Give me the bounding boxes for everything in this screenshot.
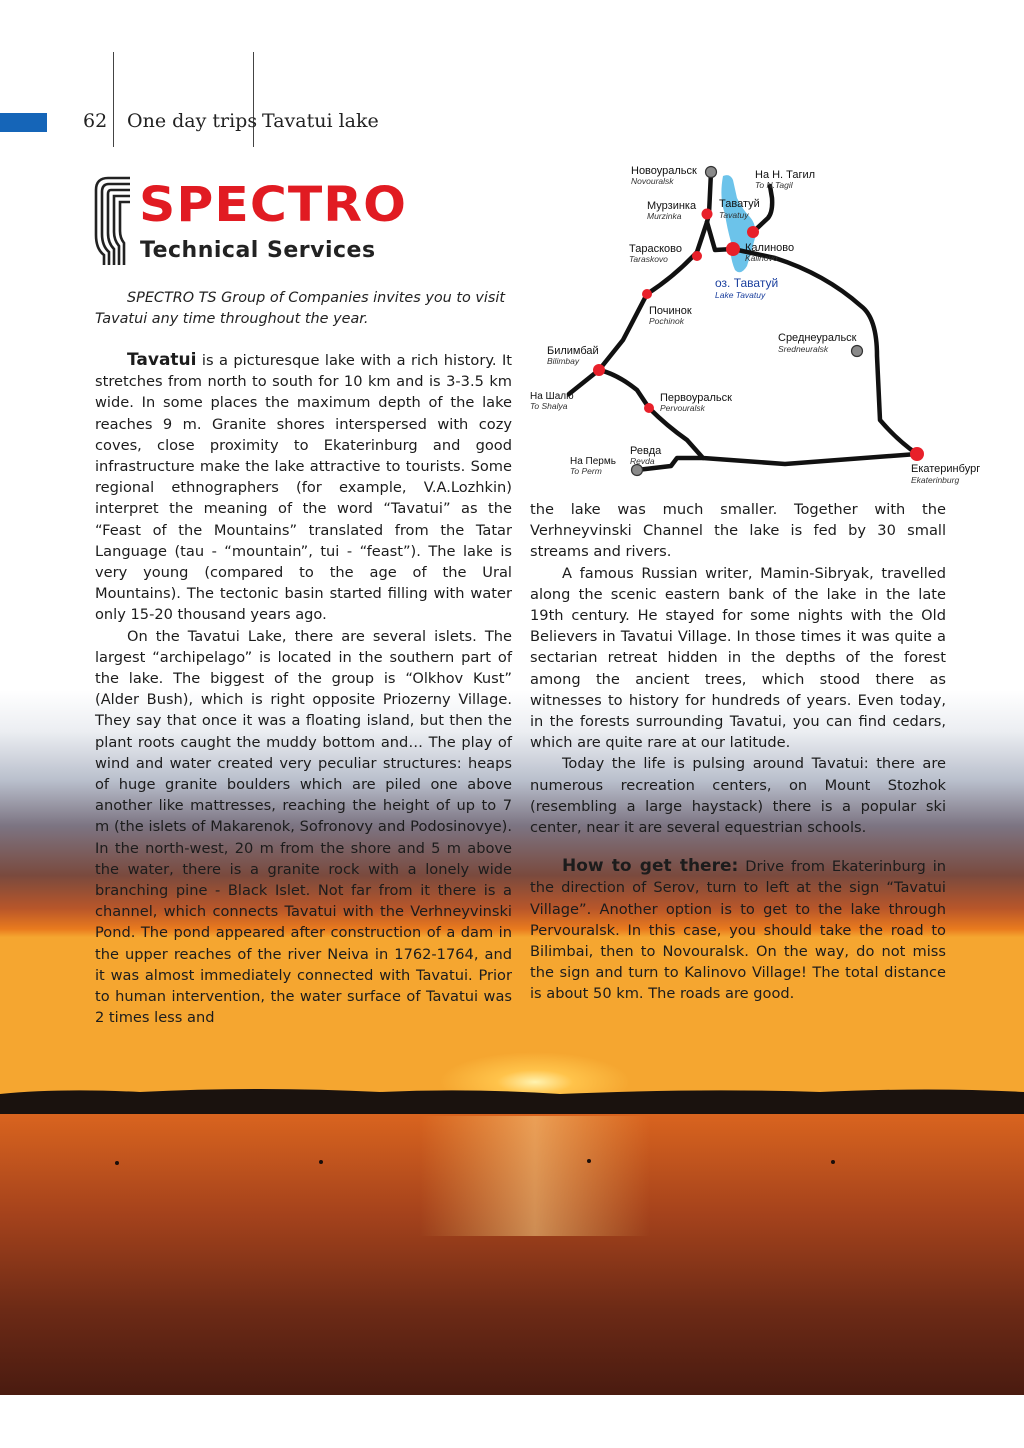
label-sredneuralsk: Среднеуральск [778,332,857,344]
logo-brand: SPECTRO [139,177,408,233]
how-to-get-heading: How to get there: [562,856,739,877]
label-to-perm: На Пермь [570,456,616,467]
city-marker [593,364,605,376]
label-ekaterinburg: Екатеринбург [911,463,981,475]
town-marker [632,465,643,476]
header-divider [253,52,254,147]
page-number: 62 [83,110,108,132]
label-taraskovo: Тарасково [629,243,682,255]
paragraph-2-continued: the lake was much smaller. Together with the Verhneyvinski Channel the lake is fed by 30 small streams and rivers. [530,501,946,561]
city-marker [747,226,759,238]
topic-title: Tavatui lake [262,110,379,132]
label-revda-en: Revda [630,456,655,466]
city-marker [642,289,652,299]
city-marker [702,209,713,220]
header-divider [113,52,114,147]
intro-text: SPECTRO TS Group of Companies invites you to visit Tavatui any time throughout the year. [95,290,506,327]
paragraph-3: A famous Russian writer, Mamin-Sibryak, travelled along the scenic eastern bank of the lake in the late 19th century. He stayed for some nights with the Old Believers in Tavatui Village. In those times it was quite a sectarian retreat hidden in the depths of the forest among the ancient trees, which stood there as witnesses to history for hundreds of years. Even today, in the forests surrounding Tavatui, you can find cedars, which are quite rare at our latitude. [530,564,946,752]
paragraph-4: Today the life is pulsing around Tavatui: there are numerous recreation centers, on Mount Stozhok (resembling a large haystack) there is a popular ski center, near it are several equestrian schools. [530,755,946,837]
section-title: One day trips [127,110,258,132]
town-marker [852,346,863,357]
label-lake-en: Lake Tavatuy [715,290,766,300]
city-marker [910,447,924,461]
label-sredneuralsk-en: Sredneuralsk [778,344,829,354]
label-pervouralsk-en: Pervouralsk [660,403,705,413]
logo-stripes-icon [94,175,136,265]
route-map [525,158,995,493]
label-bilimbay: Билимбай [547,345,599,357]
label-to-shalya-en: To Shalya [530,401,568,411]
label-kalinovo: Калиново [745,242,795,254]
label-revda: Ревда [630,445,662,457]
label-murzinka-en: Murzinka [647,211,682,221]
label-kalinovo-en: Kalinovo [745,253,778,263]
label-tavatuy: Таватуй [719,198,760,210]
label-to-perm-en: To Perm [570,466,602,476]
label-n-tagil: На Н. Тагил [755,169,816,181]
label-lake: оз. Таватуй [715,276,779,290]
label-pervouralsk: Первоуральск [660,392,732,404]
how-to-get-text: Drive from Ekaterinburg in the direction of Serov, turn to left at the sign “Tavatui Village”. Another option is to get to the lake through Pervouralsk. In this case, you should take the road to Bilimbai, then to Novouralsk. On the way, do not miss the sign and turn to Kalinovo Village! The total distance is about 50 km. The roads are good. [530,858,946,1003]
city-marker [726,242,740,256]
paragraph-1: is a picturesque lake with a rich history. It stretches from north to south for 10 km and is 3-3.5 km wide. In some places the maximum depth of the lake reaches 9 m. Granite shores interspersed with cozy coves, close proximity to Ekaterinburg and good infrastructure make the lake attractive to tourists. Some regional ethnographers (for example, V.A.Lozhkin) interpret the meaning of the word “Tavatui” as the “Feast of the Mountains” translated from the Tatar Language (tau - “mountain”, tui - “feast”). The lake is very young (compared to the age of the Ural Mountains). The tectonic basin started filling with water only 15-20 thousand years ago. [95,352,512,624]
label-bilimbay-en: Bilimbay [547,356,580,366]
town-marker [706,167,717,178]
label-pochinok-en: Pochinok [649,316,684,326]
label-murzinka: Мурзинка [647,200,697,212]
label-taraskovo-en: Taraskovo [629,254,668,264]
label-tavatuy-en: Tavatuy [719,210,749,220]
logo-subtitle: Technical Services [140,238,376,263]
label-novouralsk: Новоуральск [631,165,697,177]
page-header [0,52,1024,147]
label-to-shalya: На Шалю [530,391,574,402]
label-pochinok: Починок [649,305,692,317]
label-n-tagil-en: To N.Tagil [755,180,793,190]
spectro-logo [94,175,408,265]
map-labels [530,165,980,485]
paragraph-2: On the Tavatui Lake, there are several islets. The largest “archipelago” is located in the southern part of the lake. The biggest of the group is “Olkhov Kust” (Alder Bush), which is right opposite Priozerny Village. They say that once it was a floating island, but then the plant roots caught the muddy bottom and… The play of wind and water created very peculiar structures: heaps of huge granite boulders which are piled one above another like mattresses, reaching the height of up to 7 m (the islets of Makarenok, Sofronovy and Podosinovye). In the north-west, 20 m from the shore and 5 m above the water, there is a granite rock with a lonely wide branching pine - Black Islet. Not far from it there is a channel, which connects Tavatui with the Verhneyvinski Pond. The pond appeared after construction of a dam in the upper reaches of the river Neiva in 1762-1764, and it was almost immediately connected with Tavatui. Prior to human intervention, the water surface of Tavatui was 2 times less and [95,627,512,1027]
city-marker [692,251,702,261]
label-ekaterinburg-en: Ekaterinburg [911,475,960,485]
label-novouralsk-en: Novouralsk [631,176,674,186]
city-marker [644,403,654,413]
article-column-right [530,499,946,1005]
article-column-left [95,350,512,1029]
lead-word: Tavatui [127,350,197,370]
